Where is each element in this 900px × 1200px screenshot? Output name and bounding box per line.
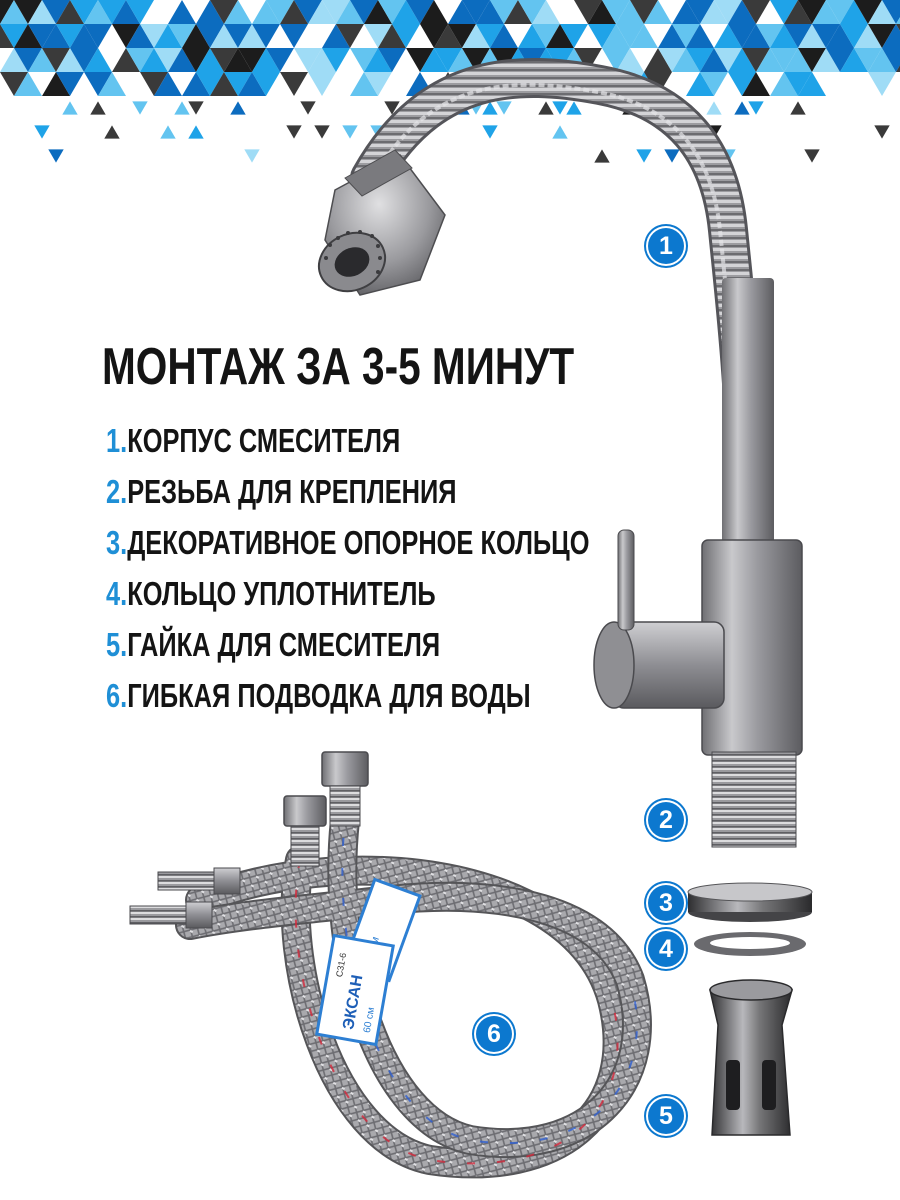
parts-item-number: 6. bbox=[106, 677, 128, 714]
parts-list-item bbox=[106, 670, 590, 721]
marker-badge-6: 6 bbox=[476, 1016, 512, 1052]
parts-list-item bbox=[106, 415, 590, 466]
hose-tag-code-front: С31-6 bbox=[334, 952, 349, 978]
aerator-head bbox=[309, 150, 445, 302]
marker-badge-4: 4 bbox=[648, 931, 684, 967]
parts-list-item bbox=[106, 466, 590, 517]
seal-ring bbox=[694, 932, 806, 956]
parts-item-label: РЕЗЬБА ДЛЯ КРЕПЛЕНИЯ bbox=[127, 473, 457, 510]
parts-item-label: ДЕКОРАТИВНОЕ ОПОРНОЕ КОЛЬЦО bbox=[127, 524, 590, 561]
parts-item-label: ГАЙКА ДЛЯ СМЕСИТЕЛЯ bbox=[127, 626, 441, 663]
parts-item-number: 3. bbox=[106, 524, 128, 561]
parts-item-number: 2. bbox=[106, 473, 128, 510]
hose-tag-size-front: 60 см bbox=[361, 1006, 378, 1034]
headline-title: МОНТАЖ ЗА 3-5 МИНУТ bbox=[102, 338, 575, 396]
parts-list-item bbox=[106, 619, 590, 670]
parts-item-label: КОЛЬЦО УПЛОТНИТЕЛЬ bbox=[127, 575, 436, 612]
marker-badge-1: 1 bbox=[648, 228, 684, 264]
parts-item-number: 5. bbox=[106, 626, 128, 663]
mounting-nut bbox=[710, 980, 792, 1135]
parts-item-number: 1. bbox=[106, 422, 128, 459]
hose-tag-brand: ЭКСАН bbox=[340, 973, 367, 1031]
parts-item-number: 4. bbox=[106, 575, 128, 612]
parts-item-label: КОРПУС СМЕСИТЕЛЯ bbox=[127, 422, 401, 459]
marker-badge-2: 2 bbox=[648, 802, 684, 838]
marker-badge-3: 3 bbox=[648, 885, 684, 921]
marker-badge-5: 5 bbox=[648, 1098, 684, 1134]
parts-item-label: ГИБКАЯ ПОДВОДКА ДЛЯ ВОДЫ bbox=[127, 677, 531, 714]
parts-list bbox=[106, 415, 734, 721]
parts-list-item bbox=[106, 568, 590, 619]
parts-list-item bbox=[106, 517, 590, 568]
decorative-ring bbox=[688, 883, 812, 922]
